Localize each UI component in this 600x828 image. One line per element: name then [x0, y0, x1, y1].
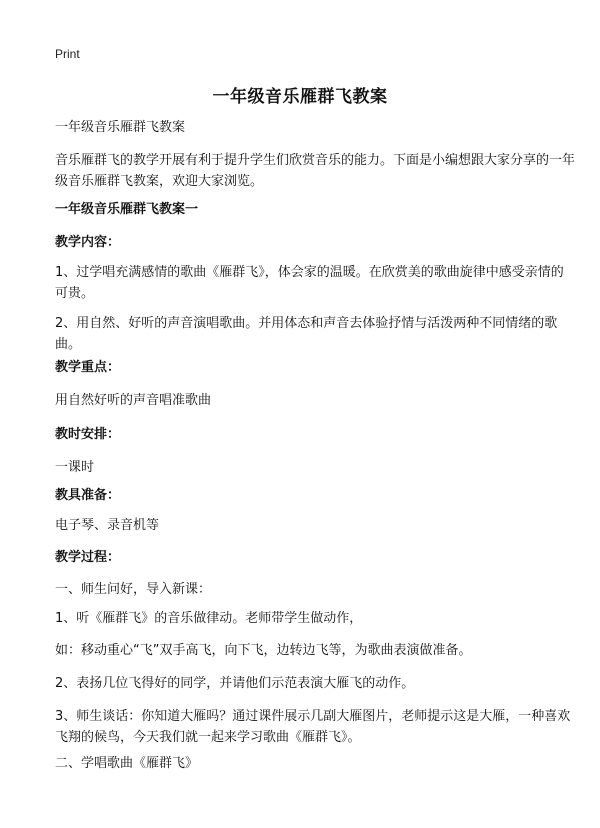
- process-step-6: 二、学唱歌曲《雁群飞》: [55, 756, 199, 771]
- process-step-4: 2、表扬几位飞得好的同学，并请他们示范表演大雁飞的动作。: [55, 676, 415, 691]
- intro-paragraph: 音乐雁群飞的教学开展有利于提升学生们欣赏音乐的能力。下面是小编想跟大家分享的一年级音乐雁群飞教案，欢迎大家浏览。: [55, 153, 576, 189]
- tools-text: 电子琴、录音机等: [55, 518, 160, 533]
- process-step-5: 3、师生谈话：你知道大雁吗？通过课件展示几副大雁图片，老师提示这是大雁，一种喜欢飞翔的候鸟，今天我们就一起来学习歌曲《雁群飞》。: [55, 709, 571, 745]
- process-heading: 教学过程：: [55, 550, 121, 565]
- content-item-2: 2、用自然、好听的声音演唱歌曲。并用体态和声音去体验抒情与活泼两种不同情绪的歌曲。: [55, 316, 558, 352]
- content-item-1: 1、过学唱充满感情的歌曲《雁群飞》，体会家的温暖。在欣赏美的歌曲旋律中感受亲情的可贵。: [55, 265, 564, 301]
- focus-text: 用自然好听的声音唱准歌曲: [55, 393, 212, 408]
- tools-heading: 教具准备：: [55, 488, 121, 503]
- schedule-heading: 教时安排：: [55, 427, 121, 442]
- schedule-text: 一课时: [55, 460, 95, 475]
- subtitle-text: 一年级音乐雁群飞教案: [55, 120, 186, 135]
- process-step-1: 一、师生问好，导入新课：: [55, 582, 212, 597]
- content-heading: 教学内容：: [55, 235, 121, 250]
- section-title: 一年级音乐雁群飞教案一: [55, 202, 199, 217]
- print-link[interactable]: Print: [55, 47, 80, 61]
- process-step-3: 如：移动重心“飞”双手高飞，向下飞，边转边飞等，为歌曲表演做准备。: [55, 643, 472, 658]
- process-step-2: 1、听《雁群飞》的音乐做律动。老师带学生做动作，: [55, 611, 363, 626]
- page-title: 一年级音乐雁群飞教案: [212, 87, 388, 107]
- focus-heading: 教学重点：: [55, 360, 121, 375]
